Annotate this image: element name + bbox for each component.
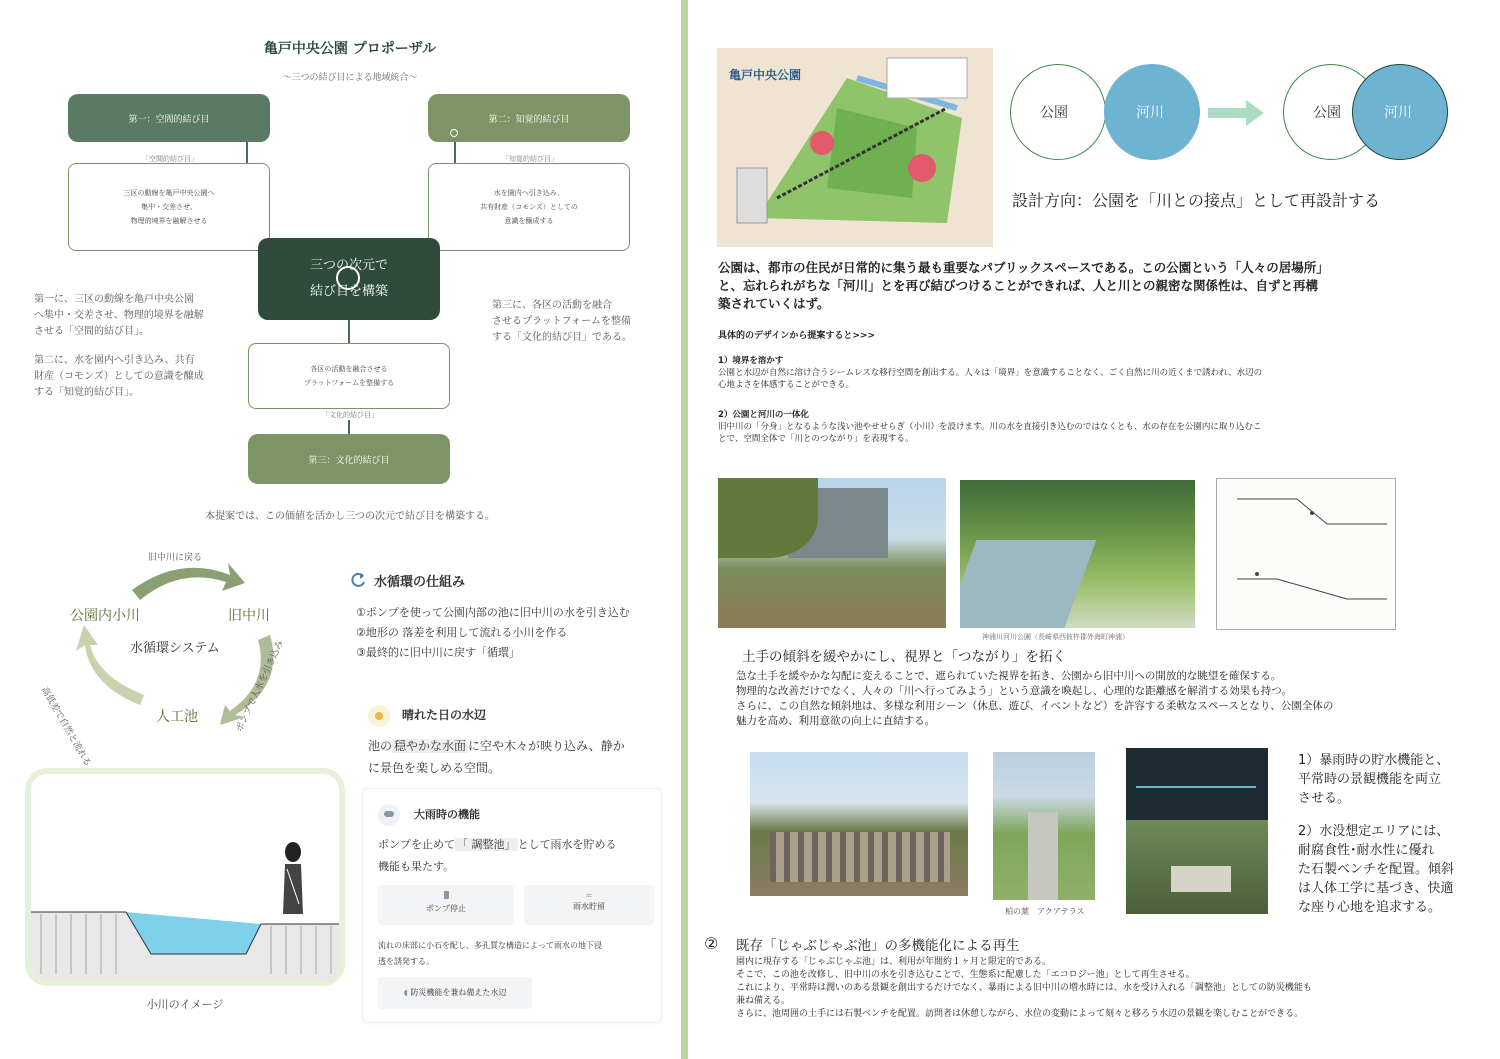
section2-line: 兼ね備える。	[736, 996, 791, 1006]
sunny-text-line: に景色を楽しめる空間。	[368, 761, 501, 775]
rain-storage-chip	[524, 885, 654, 925]
cycle-park-stream: 公園内小川	[70, 608, 140, 624]
slope-sketch	[1216, 478, 1396, 630]
cycle-center: 水循環システム	[130, 641, 220, 656]
sunny-heading: 晴れた日の水辺	[402, 708, 487, 722]
pump-stop-chip	[378, 885, 514, 925]
sun-icon	[368, 705, 390, 727]
slope-line: 急な土手を緩やかな勾配に変えることで、遮られていた視界を拓き、公園から旧中川への開放的な眺望を確保する。	[736, 670, 1282, 682]
cloud-rain-icon	[378, 804, 400, 826]
sunny-text-part: 池の	[368, 739, 393, 753]
slope-heading: 土手の傾斜を緩やかにし、視界と「つながり」を拓く	[742, 649, 1066, 665]
knot3-line: 各区の活動を融合させる	[310, 365, 388, 373]
rain-text	[378, 834, 658, 878]
knot2-header	[428, 94, 630, 142]
knot2-label: 「知覚的結び目」	[502, 155, 558, 163]
water-cycle-heading: 水循環の仕組み	[374, 575, 466, 590]
walkway-shape	[770, 832, 950, 882]
disaster-tag-label: 防災機能を兼ね備えた水辺	[410, 988, 507, 997]
pond-photo	[750, 752, 968, 896]
slope-line: 物理的な改善だけでなく、人々の「川へ行ってみよう」という意識を喚起し、心理的な距離感を解消する効果も持つ。	[736, 685, 1292, 697]
slope-line: さらに、この自然な傾斜地は、多様な利用シーン（休息、遊び、イベントなど）を許容する柔軟なスペースとなり、公園全体の	[736, 700, 1334, 712]
page-title: 亀戸中央公園 プロポーザル	[263, 41, 437, 57]
intro-line: 築されていくはず。	[718, 296, 830, 311]
page-subtitle: ～三つの結び目による地域統合～	[282, 73, 418, 83]
intro-text	[718, 259, 1478, 313]
side-note-line: 1）暴雨時の貯水機能と、	[1298, 753, 1450, 768]
park-photo	[718, 478, 946, 628]
side-note-2	[1298, 822, 1478, 917]
section2-line: さらに、池周囲の土手には石製ベンチを配置。訪問者は休憩しながら、水位の変動によって刻々と移ろう水辺の景観を楽しむことができる。	[736, 1009, 1304, 1019]
center-line: 結び目を構築	[309, 284, 388, 299]
cycle-arrow-top	[132, 563, 245, 600]
pump-stop-label: ポンプ停止	[426, 904, 466, 913]
side-line: する「知覚的結び目」。	[34, 387, 139, 398]
rain-note-line: 流れの床部に小石を配し、多孔質な構造によって雨水の地下浸	[378, 941, 602, 950]
proposal-2-line: とで、空間全体で「川とのつながり」を表現する。	[718, 434, 914, 444]
proposal-1-heading: 1）境界を溶かす	[718, 356, 784, 366]
knot1-line: 集中・交差させ、	[141, 203, 197, 211]
knot2-line: 共有財産（コモンズ）としての	[480, 203, 578, 211]
rain-highlight: 「 調整池」	[457, 838, 516, 851]
knot1-title: 第一：空間的結び目	[128, 114, 210, 125]
cycle-top-label: 旧中川に戻る	[148, 553, 203, 563]
side-note-line: 耐腐食性･耐水性に優れ	[1298, 843, 1435, 858]
rain-heading: 大雨時の機能	[414, 808, 480, 821]
side-note-1	[1298, 751, 1478, 808]
photo2-caption: 柏の葉 アクアテラス	[1005, 907, 1085, 916]
side-line: する「文化的結び目」である。	[492, 332, 632, 343]
summary-text: 本提案では、この価値を活かし三つの次元で結び目を構築する。	[205, 511, 495, 522]
stream-shape	[960, 540, 1096, 628]
venn2-park-label: 公園	[1313, 105, 1341, 121]
node-dot-icon	[450, 129, 458, 137]
right-arrow-icon	[1208, 100, 1264, 126]
side-line: 第一に、三区の動線を亀戸中央公園	[34, 294, 194, 305]
design-direction: 設計方向：公園を「川との接点」として再設計する	[1012, 191, 1381, 210]
knot2-content	[428, 163, 630, 251]
sign-diagram	[1136, 768, 1256, 788]
cycle-left-arc-label: 高低差で自然と流れる	[38, 685, 93, 769]
side-line: させる「空間的結び目」。	[34, 326, 149, 337]
water-cycle-item: ③最終的に旧中川に戻す「循環」	[356, 646, 520, 659]
sunny-text-part: に空や木々が映り込み、静か	[468, 739, 625, 753]
knot2-line: 水を園内へ引き込み、	[493, 189, 565, 197]
knot1-line: 三区の動線を亀戸中央公園へ	[123, 189, 215, 197]
knot3-header	[248, 434, 450, 484]
knot2-line: 意識を醸成する	[504, 217, 554, 225]
section2-line: 園内に現存する「じゃぶじゃぶ池」は、利用が年間約１ヶ月と限定的である。	[736, 957, 1052, 967]
water-cycle-list	[356, 603, 676, 663]
knot1-label: 「空間的結び目」	[142, 155, 198, 163]
stream-sketch	[31, 774, 339, 980]
section2-line: そこで、この池を改修し、旧中川の水を引き込むことで、生態系に配慮した「エコロジー池」として再生させる。	[736, 970, 1195, 980]
venn2-river-label: 河川	[1384, 105, 1412, 121]
page-divider	[681, 0, 688, 1059]
section2-number: ②	[704, 934, 719, 953]
side-line: させるプラットフォームを整備	[492, 316, 631, 327]
sunny-highlight: 穏やかな水面	[394, 739, 467, 753]
slope-line: 魅力を高め、利用意欲の向上に直結する。	[736, 715, 936, 727]
slope-text	[736, 669, 1476, 729]
rain-note-line: 透を誘発する。	[378, 957, 434, 966]
knot2-title: 第二：知覚的結び目	[488, 114, 570, 125]
side-note-line: 2）水没想定エリアには、	[1298, 824, 1450, 839]
side-line: へ集中・交差させ、物理的境界を融解	[34, 310, 204, 321]
tree-shape	[718, 478, 818, 558]
side-note-line: させる。	[1298, 791, 1351, 806]
section2-heading: 既存「じゃぶじゃぶ池」の多機能化による再生	[736, 938, 1020, 954]
pump-icon	[444, 891, 449, 899]
center-line: 三つの次元で	[309, 258, 388, 273]
signage-photo	[1126, 748, 1268, 914]
rain-text-line: 機能も果たす。	[378, 860, 455, 873]
proposal-2	[718, 409, 1478, 445]
side-line: 第三に、各区の活動を融合	[492, 300, 612, 311]
stone-bench-shape	[1171, 866, 1231, 892]
proposal-2-line: 旧中川の「分身」となるような浅い池やせせらぎ（小川）を設けます。川の水を直接引き込むのではなくとも、水の存在を公園内に取り込むこ	[718, 422, 1262, 432]
proposal-2-heading: 2）公園と河川の一体化	[718, 410, 809, 420]
knot3-line: プラットフォームを整備する	[303, 379, 395, 387]
knot1-header	[68, 94, 270, 142]
section2-line: これにより、平常時は潤いのある景観を創出するだけでなく、暴雨による旧中川の増水時には、水を受け入れる「調整池」としての防災機能も	[736, 983, 1312, 993]
map-title: 亀戸中央公園	[729, 68, 802, 82]
side-note-line: 平常時の景観機能を両立	[1298, 772, 1442, 787]
proposal-1-line: 心地よさを体感することができる。	[718, 380, 855, 390]
proposal-lead: 具体的のデザインから提案すると>>>	[718, 331, 875, 341]
sign-board	[1126, 748, 1268, 820]
side-note-line: は人体工学に基づき、快適	[1298, 881, 1454, 896]
side-text-1	[34, 292, 244, 340]
disaster-tag	[378, 977, 532, 1009]
proposal-1	[718, 355, 1478, 391]
side-note-line: な座り心地を追求する。	[1298, 900, 1442, 915]
connector-line	[246, 142, 248, 164]
sunny-text	[368, 735, 668, 779]
intro-line: 公園は、都市の住民が日常的に集う最も重要なパブリックスペースである。この公園という「人々の居場所」	[718, 260, 1329, 275]
node-circle-icon	[336, 266, 360, 290]
venn1-river-label: 河川	[1136, 105, 1164, 121]
aqua-terrace-photo	[993, 752, 1095, 900]
shield-icon: ◖	[403, 988, 411, 997]
knot1-line: 物理的境界を融解させる	[130, 217, 208, 225]
cycle-right-arc-label: ポンプで人水を引き込み	[234, 639, 286, 734]
rain-storage-label: 雨水貯留	[573, 902, 605, 911]
water-cycle-item: ①ポンプを使って公園内部の池に旧中川の水を引き込む	[356, 606, 630, 619]
park-map	[717, 48, 993, 247]
side-text-3	[492, 298, 662, 346]
cycle-pond: 人工池	[156, 709, 198, 725]
illustration-caption: 小川のイメージ	[146, 998, 224, 1011]
channel-shape	[1028, 812, 1058, 900]
knot3-title: 第三：文化的結び目	[308, 455, 390, 466]
photo-caption: 神浦川河川公園（長崎県西彼杵郡外海町神浦）	[982, 633, 1129, 641]
side-line: 第二に、水を園内へ引き込み、共有	[34, 355, 195, 366]
water-cycle-item: ②地形の 落差を利用して流れる小川を作る	[356, 626, 568, 639]
knot3-content	[248, 343, 450, 409]
knot3-label: 「文化的結び目」	[322, 411, 378, 419]
river-park-photo	[960, 480, 1195, 628]
section2-text	[736, 956, 1476, 1021]
venn1-park-label: 公園	[1040, 105, 1068, 121]
intro-line: と、忘れられがちな「河川」とを再び結びつけることができれば、人と川との親密な関係性は、自ずと再構	[718, 278, 1319, 293]
side-note-line: た石製ベンチを配置。傾斜	[1298, 862, 1455, 877]
rain-note	[378, 938, 658, 970]
side-line: 財産（コモンズ）としての意識を醸成	[34, 371, 204, 382]
side-text-2	[34, 353, 244, 401]
wave-icon: ≈	[585, 891, 593, 900]
cycle-old-river: 旧中川	[228, 608, 270, 624]
refresh-icon	[348, 570, 368, 590]
knot1-content	[68, 163, 270, 251]
rain-text-part: ポンプを止めて	[378, 838, 455, 851]
rain-text-part: として雨水を貯める	[517, 838, 617, 851]
slope-sketch-drawing	[1217, 479, 1395, 629]
proposal-1-line: 公園と水辺が自然に溶け合うシームレスな移行空間を創出する。人々は「境界」を意識することなく、ごく自然に川の近くまで誘われ、水辺の	[718, 368, 1263, 378]
stream-illustration	[25, 768, 345, 986]
